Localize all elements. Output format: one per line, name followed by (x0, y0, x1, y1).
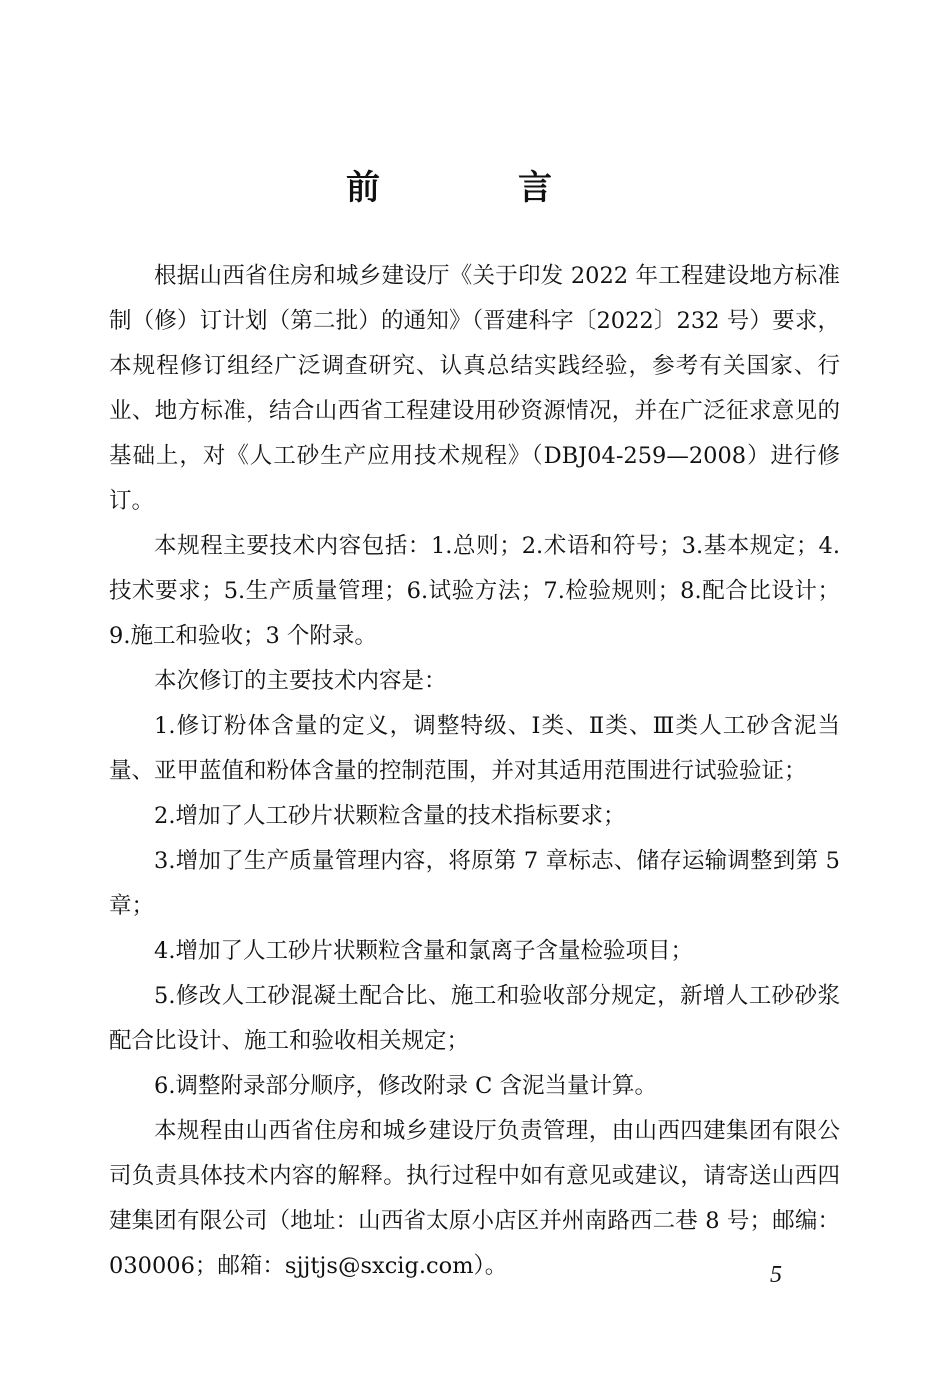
revision-item-3: 3.增加了生产质量管理内容，将原第 7 章标志、储存运输调整到第 5 章； (109, 848, 840, 919)
page-number: 5 (770, 1262, 782, 1288)
preface-body (109, 254, 840, 1289)
paragraph-management-contact: 本规程由山西省住房和城乡建设厅负责管理，由山西四建集团有限公司负责具体技术内容的解释。执行过程中如有意见或建议，请寄送山西四建集团有限公司（地址：山西省太原小店区并州南路西二巷 8 号；邮编：030006；邮箱：sjjtjs@sxcig.com）。 (109, 1118, 840, 1279)
revision-item-1: 1.修订粉体含量的定义，调整特级、Ⅰ类、Ⅱ类、Ⅲ类人工砂含泥当量、亚甲蓝值和粉体含量的控制范围，并对其适用范围进行试验验证； (109, 713, 840, 784)
revision-item-4: 4.增加了人工砂片状颗粒含量和氯离子含量检验项目； (154, 938, 693, 964)
revision-item-2: 2.增加了人工砂片状颗粒含量的技术指标要求； (154, 803, 626, 829)
revision-item-6: 6.调整附录部分顺序，修改附录 C 含泥当量计算。 (154, 1073, 657, 1099)
paragraph-basis: 根据山西省住房和城乡建设厅《关于印发 2022 年工程建设地方标准制（修）订计划（第二批）的通知》（晋建科字〔2022〕232 号）要求，本规程修订组经广泛调查研究、认真总结实践经验，参考有关国家、行业、地方标准，结合山西省工程建设用砂资源情况，并在广泛征求意见的基础上，对《人工砂生产应用技术规程》（DBJ04-259—2008）进行修订。 (109, 263, 840, 514)
revision-item-5: 5.修改人工砂混凝土配合比、施工和验收部分规定，新增人工砂砂浆配合比设计、施工和验收相关规定； (109, 983, 840, 1054)
page-title: 前 言 (346, 168, 604, 208)
paragraph-revision-intro: 本次修订的主要技术内容是： (154, 668, 447, 694)
paragraph-main-contents: 本规程主要技术内容包括：1.总则；2.术语和符号；3.基本规定；4.技术要求；5.生产质量管理；6.试验方法；7.检验规则；8.配合比设计；9.施工和验收；3 个附录。 (109, 533, 840, 649)
